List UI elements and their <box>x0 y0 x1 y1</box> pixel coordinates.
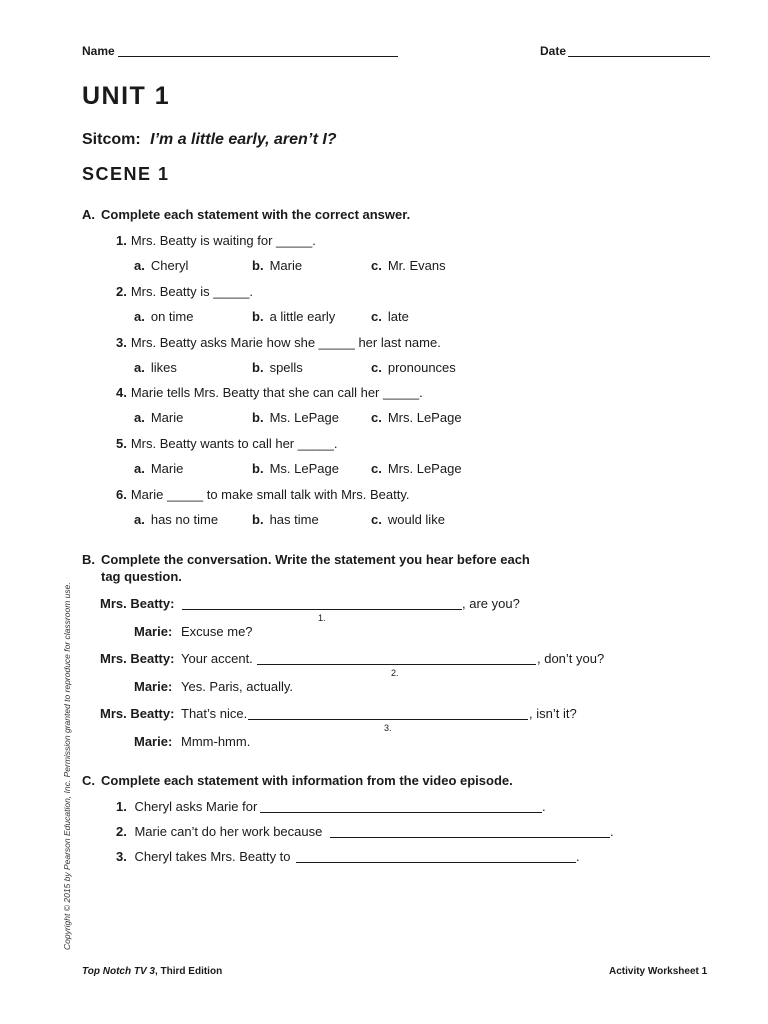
question-text: Mrs. Beatty is _____. <box>130 284 253 299</box>
answer-option[interactable] <box>371 258 446 273</box>
answer-option[interactable] <box>252 410 339 425</box>
section-c-letter: C. <box>82 773 95 788</box>
option-text: Mrs. LePage <box>387 410 462 425</box>
blank-number: 3. <box>384 723 392 733</box>
option-text: a little early <box>269 309 336 324</box>
section-b-instruction-line1: Complete the conversation. Write the statement you hear before each <box>101 552 530 567</box>
answer-option[interactable] <box>371 410 462 425</box>
speaker-mrs-beatty: Mrs. Beatty: <box>100 706 175 721</box>
speaker-marie: Marie: <box>134 624 173 639</box>
question-4 <box>116 385 423 400</box>
option-letter: a. <box>134 360 145 375</box>
footer-worksheet-label: Activity Worksheet 1 <box>609 966 708 977</box>
date-label: Date <box>540 44 567 58</box>
option-text: Ms. LePage <box>269 461 339 476</box>
name-label: Name <box>82 44 115 58</box>
option-letter: b. <box>252 360 264 375</box>
section-c-instruction: Complete each statement with information from the video episode. <box>101 773 513 788</box>
option-letter: c. <box>371 410 382 425</box>
option-text: Ms. LePage <box>269 410 339 425</box>
option-letter: a. <box>134 258 145 273</box>
question-number: 4. <box>116 385 127 400</box>
option-text: spells <box>269 360 303 375</box>
answer-option[interactable] <box>134 461 183 476</box>
answer-option[interactable] <box>371 360 456 375</box>
name-line[interactable] <box>118 56 398 57</box>
option-text: has time <box>269 512 319 527</box>
question-text: Marie tells Mrs. Beatty that she can call her _____. <box>130 385 423 400</box>
sitcom-title: I’m a little early, aren’t I? <box>150 131 337 148</box>
period: . <box>542 799 546 814</box>
option-letter: b. <box>252 512 264 527</box>
question-number: 2. <box>116 284 127 299</box>
list-item <box>116 849 291 864</box>
option-letter: a. <box>134 512 145 527</box>
answer-option[interactable] <box>252 512 319 527</box>
period: . <box>576 849 580 864</box>
option-text: on time <box>150 309 194 324</box>
option-text: Marie <box>150 461 184 476</box>
answer-option[interactable] <box>371 461 462 476</box>
speaker-marie: Marie: <box>134 734 173 749</box>
section-a-instruction: Complete each statement with the correct answer. <box>101 207 411 222</box>
sitcom-label: Sitcom: <box>82 131 141 148</box>
blank-number: 1. <box>318 613 326 623</box>
option-text: late <box>387 309 409 324</box>
list-item <box>116 824 322 839</box>
option-letter: a. <box>134 309 145 324</box>
answer-option[interactable] <box>134 410 183 425</box>
item-text: Cheryl takes Mrs. Beatty to <box>134 849 291 864</box>
section-a-letter: A. <box>82 207 95 222</box>
option-text: likes <box>150 360 177 375</box>
tag-question: , are you? <box>462 596 520 611</box>
option-text: Cheryl <box>150 258 189 273</box>
option-text: has no time <box>150 512 219 527</box>
option-letter: a. <box>134 410 145 425</box>
speaker-marie: Marie: <box>134 679 173 694</box>
answer-option[interactable] <box>371 309 409 324</box>
option-letter: c. <box>371 512 382 527</box>
answer-line-b3[interactable] <box>248 719 528 720</box>
question-text: Marie _____ to make small talk with Mrs. Beatty. <box>130 487 410 502</box>
dialogue-text: That’s nice. <box>181 706 248 721</box>
question-1 <box>116 233 316 248</box>
answer-line-b2[interactable] <box>257 664 536 665</box>
option-letter: c. <box>371 309 382 324</box>
section-b-instruction-line2: tag question. <box>101 569 182 584</box>
item-text: Cheryl asks Marie for <box>134 799 258 814</box>
dialogue-text: Excuse me? <box>181 624 253 639</box>
option-letter: b. <box>252 461 264 476</box>
question-number: 5. <box>116 436 127 451</box>
item-number: 3. <box>116 849 127 864</box>
question-text: Mrs. Beatty asks Marie how she _____ her last name. <box>130 335 441 350</box>
date-line[interactable] <box>568 56 710 57</box>
option-letter: b. <box>252 258 264 273</box>
answer-line-c2[interactable] <box>330 837 610 838</box>
question-6 <box>116 487 409 502</box>
question-2 <box>116 284 253 299</box>
speaker-mrs-beatty: Mrs. Beatty: <box>100 596 175 611</box>
footer-book-title <box>82 966 222 977</box>
question-5 <box>116 436 338 451</box>
copyright-notice: Copyright © 2015 by Pearson Education, Inc. Permission granted to reproduce for classroom use. <box>62 582 72 950</box>
unit-title: UNIT 1 <box>82 82 171 110</box>
answer-option[interactable] <box>134 512 218 527</box>
dialogue-text: Mmm-hmm. <box>181 734 251 749</box>
option-text: Mr. Evans <box>387 258 446 273</box>
question-number: 3. <box>116 335 127 350</box>
answer-option[interactable] <box>134 309 193 324</box>
option-text: would like <box>387 512 445 527</box>
dialogue-text: Yes. Paris, actually. <box>181 679 293 694</box>
question-text: Mrs. Beatty wants to call her _____. <box>130 436 338 451</box>
option-letter: a. <box>134 461 145 476</box>
dialogue-text: Your accent. <box>181 651 253 666</box>
option-text: Marie <box>269 258 303 273</box>
answer-line-c1[interactable] <box>260 812 542 813</box>
answer-option[interactable] <box>252 360 303 375</box>
question-text: Mrs. Beatty is waiting for _____. <box>130 233 316 248</box>
period: . <box>610 824 614 839</box>
answer-option[interactable] <box>134 360 177 375</box>
tag-question: , isn’t it? <box>529 706 577 721</box>
answer-option[interactable] <box>134 258 188 273</box>
option-letter: c. <box>371 360 382 375</box>
book-title: Top Notch TV 3 <box>82 966 155 977</box>
book-edition: , Third Edition <box>154 966 223 977</box>
answer-option[interactable] <box>252 461 339 476</box>
option-letter: c. <box>371 461 382 476</box>
answer-option[interactable] <box>252 309 335 324</box>
item-number: 1. <box>116 799 127 814</box>
scene-title: SCENE 1 <box>82 164 170 184</box>
item-text: Marie can’t do her work because <box>134 824 323 839</box>
answer-option[interactable] <box>371 512 445 527</box>
answer-option[interactable] <box>252 258 302 273</box>
question-number: 1. <box>116 233 127 248</box>
option-text: Marie <box>150 410 184 425</box>
speaker-mrs-beatty: Mrs. Beatty: <box>100 651 175 666</box>
answer-line-c3[interactable] <box>296 862 576 863</box>
question-number: 6. <box>116 487 127 502</box>
option-text: Mrs. LePage <box>387 461 462 476</box>
tag-question: , don’t you? <box>537 651 605 666</box>
sitcom-heading <box>82 131 337 149</box>
item-number: 2. <box>116 824 127 839</box>
question-3 <box>116 335 441 350</box>
option-letter: b. <box>252 309 264 324</box>
blank-number: 2. <box>391 668 399 678</box>
option-letter: b. <box>252 410 264 425</box>
option-letter: c. <box>371 258 382 273</box>
section-b-letter: B. <box>82 552 95 567</box>
list-item <box>116 799 257 814</box>
answer-line-b1[interactable] <box>182 609 462 610</box>
option-text: pronounces <box>387 360 456 375</box>
